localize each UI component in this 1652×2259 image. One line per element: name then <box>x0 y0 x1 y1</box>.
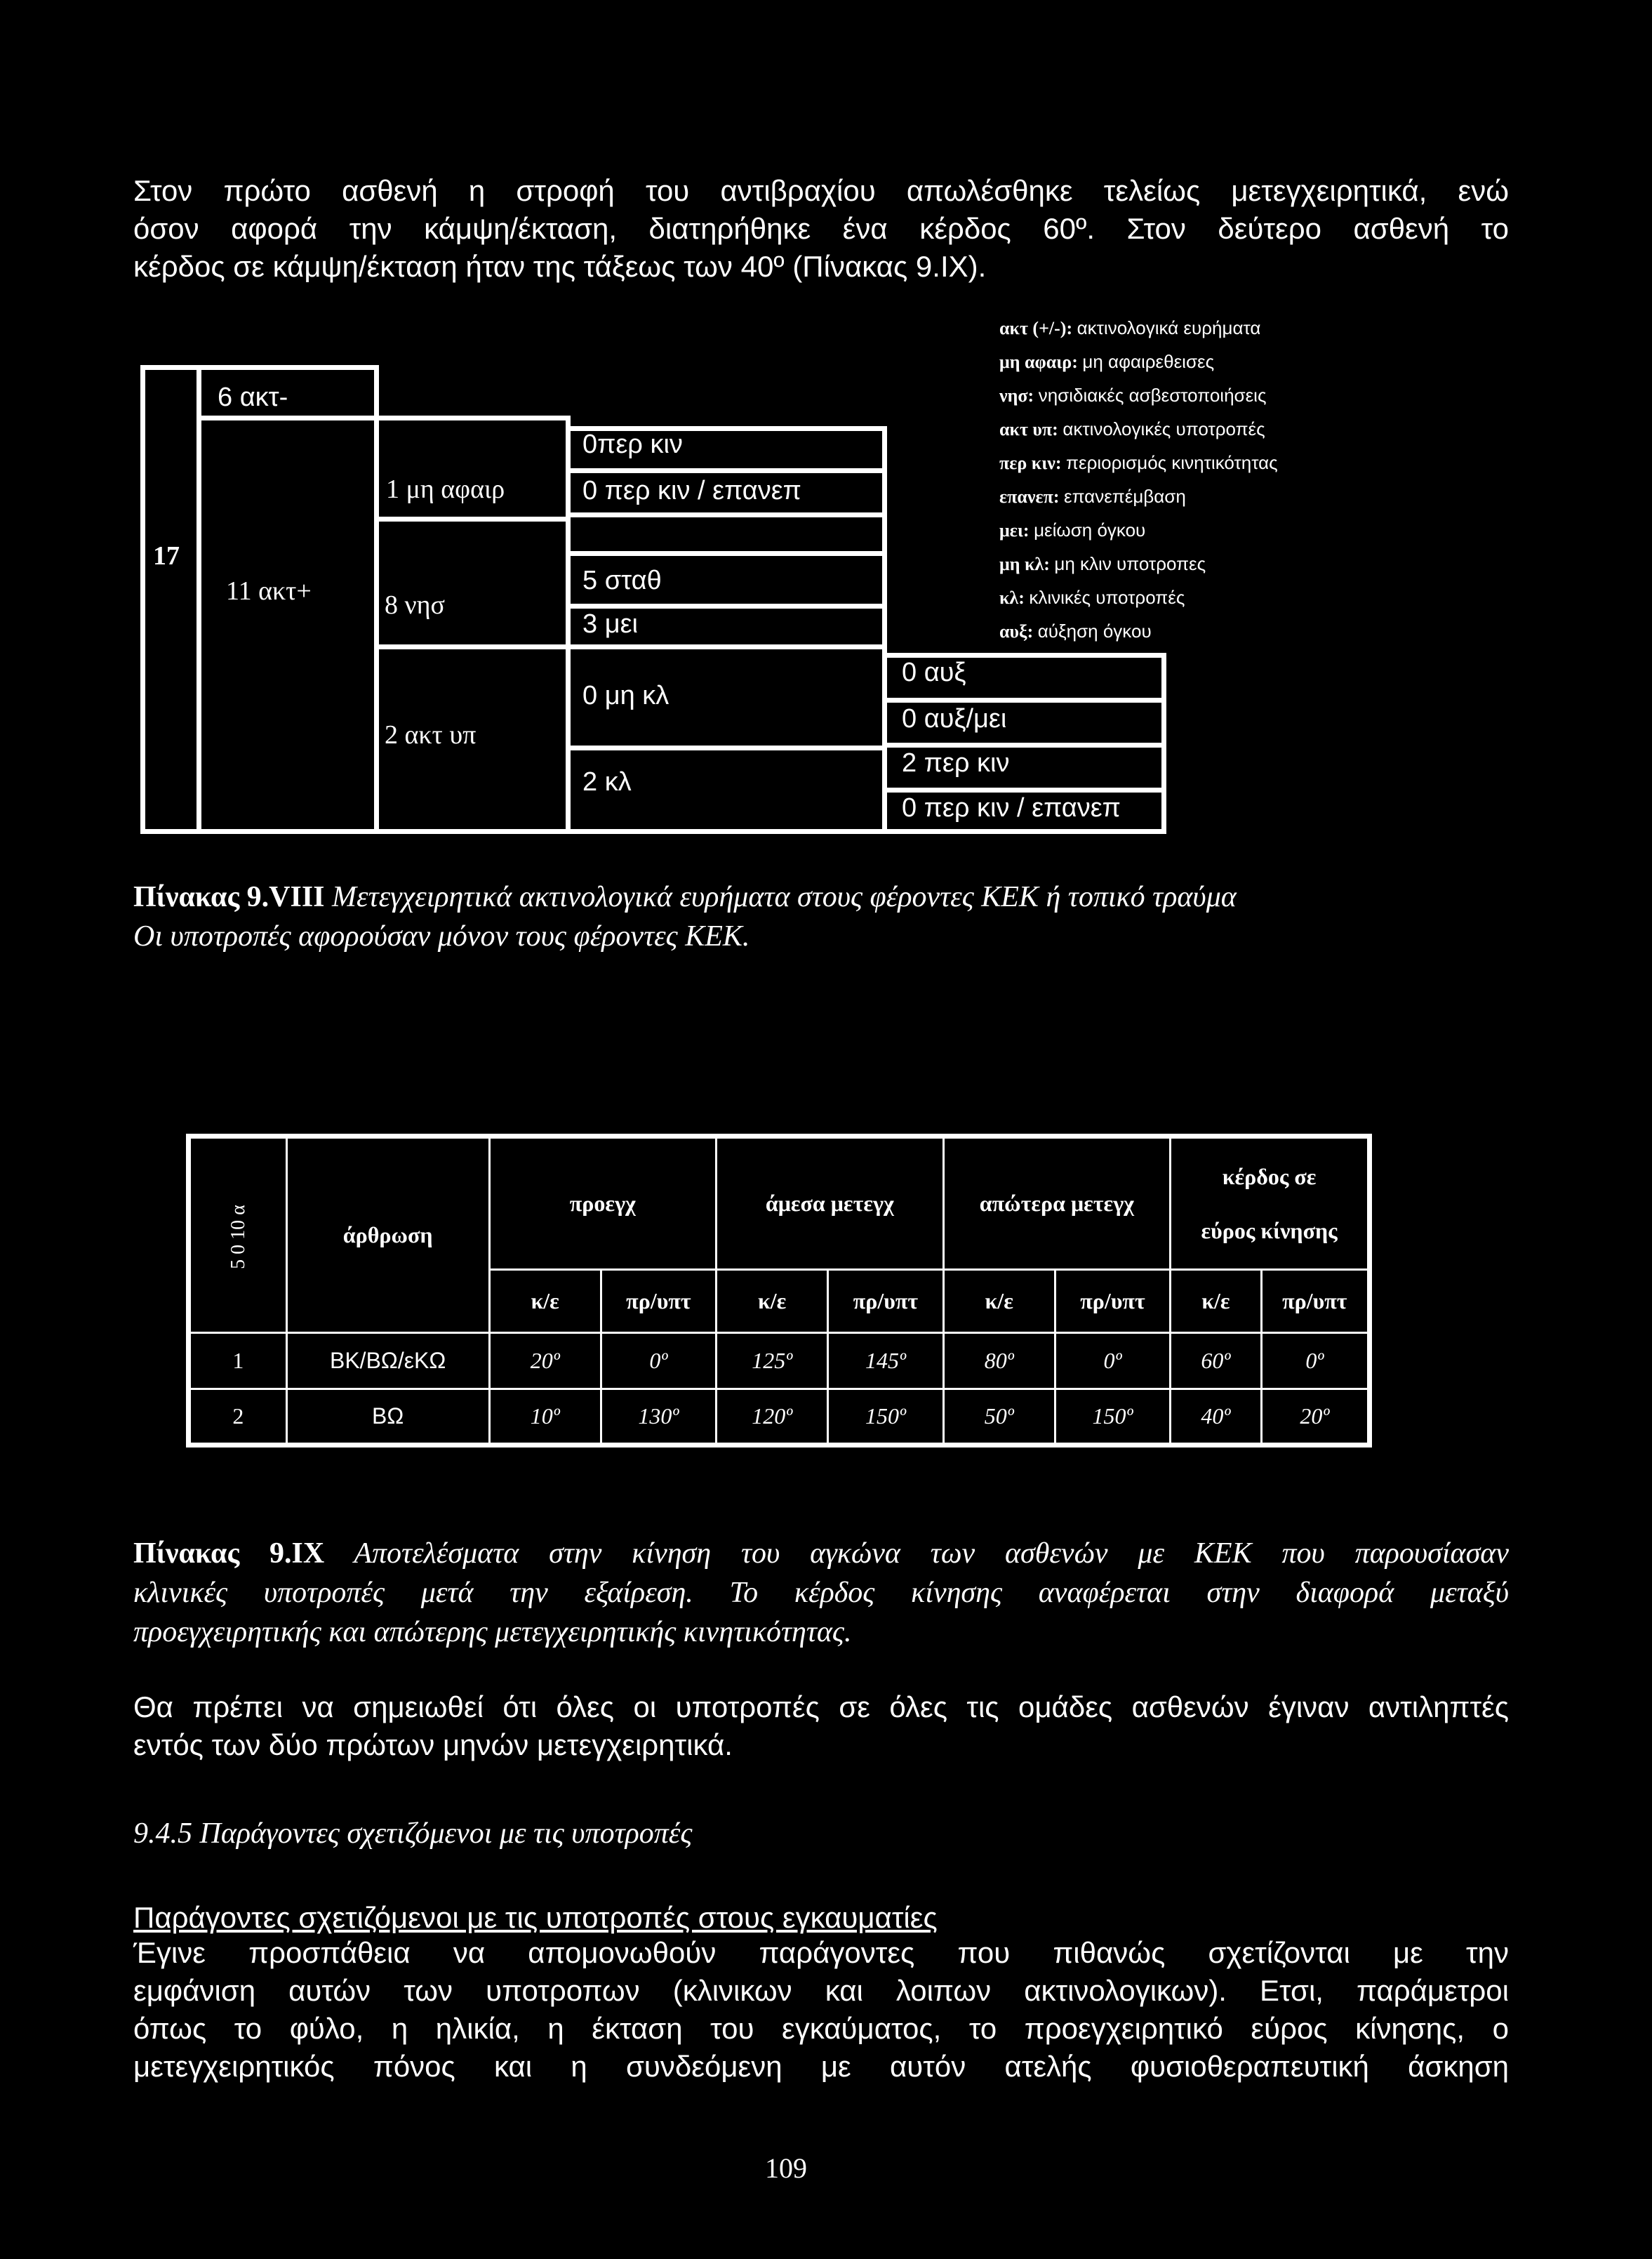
diagram-group-negative: 6 ακτ- <box>218 383 288 412</box>
legend-entry: μει: μείωση όγκου <box>999 519 1146 541</box>
diagram-divider <box>566 604 887 609</box>
body-line: εμφάνιση αυτών των υποτροπων (κλινικων και λοιπων ακτινολογικων). Ετσι, παράμετροι <box>133 1974 1509 2007</box>
caption-text: κλινικές υποτροπές μετά την εξαίρεση. Το κέρδος κίνησης αναφέρεται στην διαφορά μεταξύ <box>133 1577 1509 1609</box>
diagram-node-not-clinical: 0 μη κλ <box>582 681 670 710</box>
table-row: 1 ΒΚ/ΒΩ/εΚΩ 20º 0º 125º 145º 80º 0º 60º 0º <box>189 1333 1370 1389</box>
table-subheader: κ/ε <box>943 1270 1055 1333</box>
intro-line: κέρδος σε κάμψη/έκταση ήταν της τάξεως των 40º (Πίνακας 9.ΙΧ). <box>133 250 987 283</box>
table-caption-9-9 <box>133 1534 1509 1652</box>
intro-line: Στον πρώτο ασθενή η στροφή του αντιβραχίου απωλέσθηκε τελείως μετεγχειρητικά, ενώ <box>133 174 1509 207</box>
diagram-divider <box>882 743 1166 748</box>
intro-paragraph <box>133 172 1509 286</box>
diagram-node-islands: 8 νησ <box>385 590 446 620</box>
legend-entry: μη αφαιρ: μη αφαιρεθεισες <box>999 351 1215 372</box>
diagram-node-clinical: 2 κλ <box>582 767 632 797</box>
diagram-divider <box>566 746 887 750</box>
caption-label: Πίνακας 9.VIII <box>133 881 325 913</box>
caption-text: προεγχειρητικής και απώτερης μετεγχειρητικής κινητικότητας. <box>133 1616 852 1648</box>
legend-entry: επανεπ: επανεπέμβαση <box>999 486 1186 507</box>
note-line: εντός των δύο πρώτων μηνών μετεγχειρητικά. <box>133 1728 733 1761</box>
legend-entry: νησ: νησιδιακές ασβεστοποιήσεις <box>999 385 1267 406</box>
diagram-node-increase: 0 αυξ <box>902 658 966 687</box>
table-row: 2 ΒΩ 10º 130º 120º 150º 50º 150º 40º 20º <box>189 1389 1370 1445</box>
legend-entry: μη κλ: μη κλιν υποτροπες <box>999 553 1206 574</box>
table-caption-9-8 <box>133 877 1509 956</box>
table-header-immediate: άμεσα μετεγχ <box>717 1137 944 1270</box>
table-subheader: κ/ε <box>1171 1270 1261 1333</box>
body-line: Έγινε προσπάθεια να απομονωθούν παράγοντες που πιθανώς σχετίζονται με την <box>133 1936 1509 1969</box>
table-header-joint: άρθρωση <box>286 1137 489 1333</box>
diagram-divider <box>566 644 887 649</box>
subheading: Παράγοντες σχετιζόμενοι με τις υποτροπές στους εγκαυματίες <box>133 1901 938 1934</box>
body-line: όπως το φύλο, η ηλικία, η έκταση του εγκαύματος, το προεγχειρητικό εύρος κίνησης, ο <box>133 2012 1509 2045</box>
results-table <box>186 1134 1372 1448</box>
note-line: Θα πρέπει να σημειωθεί ότι όλες οι υποτροπές σε όλες τις ομάδες ασθενών έγιναν αντιληπτές <box>133 1690 1509 1723</box>
diagram-node-limited-motion: 0περ κιν <box>582 430 683 459</box>
caption-text: Οι υποτροπές αφορούσαν μόνον τους φέροντες ΚΕΚ. <box>133 920 750 953</box>
diagram-divider <box>374 644 571 649</box>
caption-label: Πίνακας 9.ΙΧ <box>133 1537 325 1570</box>
legend-entry: περ κιν: περιορισμός κινητικότητας <box>999 452 1278 473</box>
caption-text: Αποτελέσματα στην κίνηση του αγκώνα των ασθενών με ΚΕΚ που παρουσίασαν <box>324 1537 1509 1570</box>
diagram-node-increase-decrease: 0 αυξ/μει <box>902 704 1007 734</box>
legend-entry: αυξ: αύξηση όγκου <box>999 621 1152 642</box>
page-number: 109 <box>765 2152 807 2184</box>
body-line: μετεγχειρητικός πόνος και η συνδεόμενη με αυτόν ατελής φυσιοθεραπευτική άσκηση <box>133 2050 1509 2083</box>
table-subheader: πρ/υπτ <box>1055 1270 1170 1333</box>
table-subheader: κ/ε <box>489 1270 601 1333</box>
diagram-divider <box>882 788 1166 793</box>
legend-entry: κλ: κλινικές υποτροπές <box>999 587 1185 608</box>
legend-entry: ακτ (+/-): ακτινολογικά ευρήματα <box>999 317 1261 338</box>
body-paragraph <box>133 1934 1509 2086</box>
diagram-divider <box>196 365 201 834</box>
legend-entry: ακτ υπ: ακτινολογικές υποτροπές <box>999 418 1265 439</box>
note-paragraph <box>133 1688 1509 1764</box>
table-header-preop: προεγχ <box>489 1137 716 1270</box>
diagram-node-radiologic-relapse: 2 ακτ υπ <box>385 720 477 750</box>
diagram-divider <box>566 468 887 473</box>
diagram-node-not-removed: 1 μη αφαιρ <box>386 475 505 504</box>
table-subheader: κ/ε <box>717 1270 828 1333</box>
diagram-divider <box>566 551 887 556</box>
diagram-group-positive: 11 ακτ+ <box>226 576 312 606</box>
diagram-node-limited-motion-2: 2 περ κιν <box>902 748 1010 778</box>
caption-text: Μετεγχειρητικά ακτινολογικά ευρήματα στους φέροντες ΚΕΚ ή τοπικό τραύμα <box>324 881 1237 913</box>
section-heading: 9.4.5 Παράγοντες σχετιζόμενοι με τις υποτροπές <box>133 1817 693 1850</box>
diagram-node-limited-motion-reop-2: 0 περ κιν / επανεπ <box>902 793 1121 823</box>
diagram-divider <box>882 698 1166 703</box>
diagram-divider <box>374 517 571 522</box>
diagram-node-stable: 5 σταθ <box>582 566 662 595</box>
diagram-divider <box>566 512 887 517</box>
table-header-late: απώτερα μετεγχ <box>943 1137 1171 1270</box>
diagram-root-label: 17 <box>153 541 180 571</box>
intro-line: όσον αφορά την κάμψη/έκταση, διατηρήθηκε ένα κέρδος 60º. Στον δεύτερο ασθενή το <box>133 212 1509 245</box>
table-subheader: πρ/υπτ <box>828 1270 943 1333</box>
table-subheader: πρ/υπτ <box>601 1270 716 1333</box>
table-header-id: 5 0 10 α <box>189 1137 287 1333</box>
table-subheader: πρ/υπτ <box>1261 1270 1369 1333</box>
diagram-node-limited-motion-reop: 0 περ κιν / επανεπ <box>582 476 801 505</box>
diagram-divider <box>196 416 379 420</box>
table-header-gain: κέρδος σε εύρος κίνησης <box>1171 1137 1370 1270</box>
diagram-node-decrease: 3 μει <box>582 609 638 639</box>
